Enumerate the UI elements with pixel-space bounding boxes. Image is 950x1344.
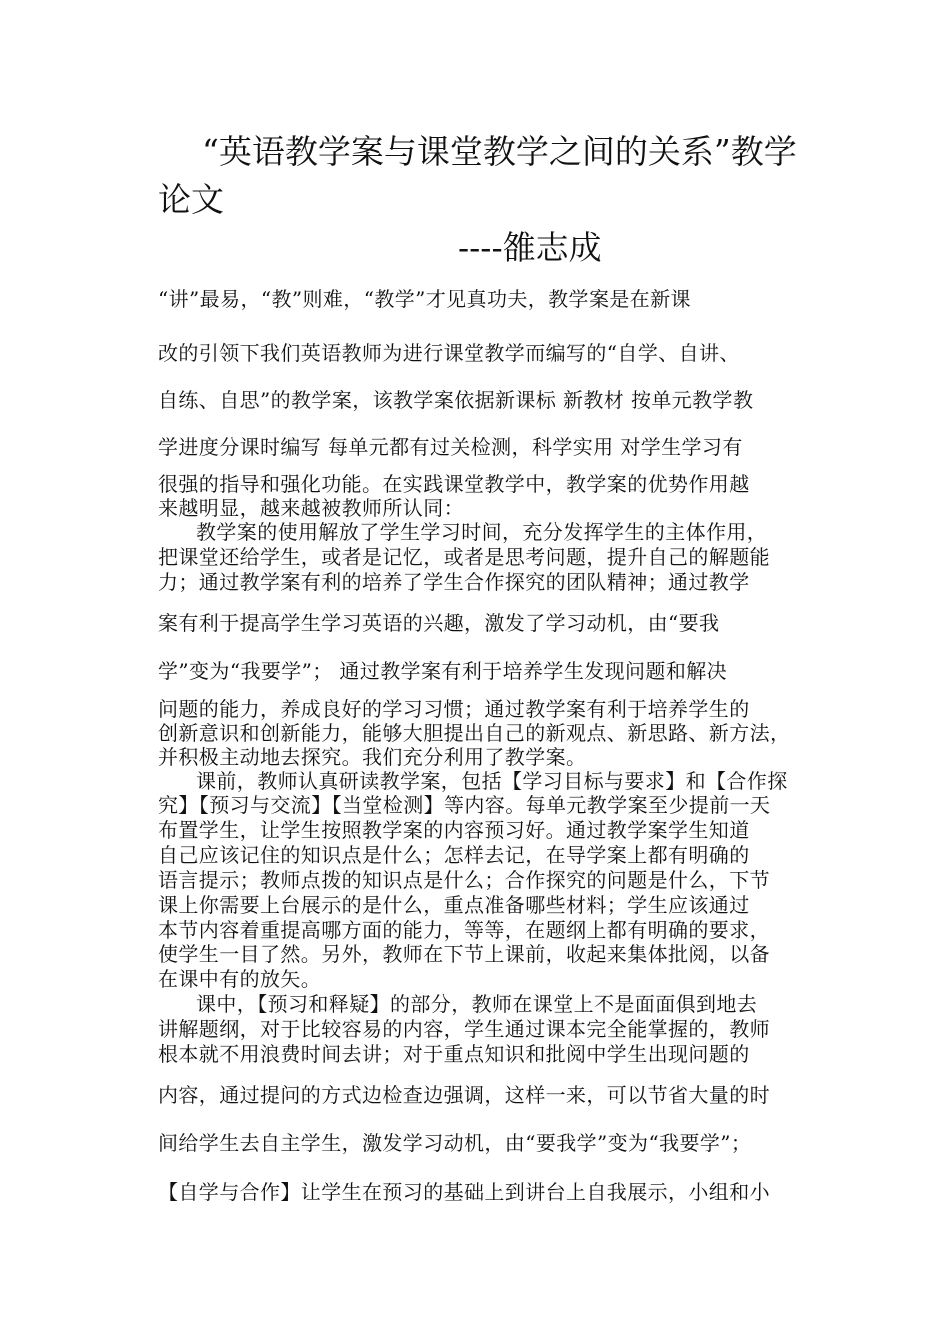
body-line: 课上你需要上台展示的是什么，重点准备哪些材料；学生应该通过 [158, 893, 750, 917]
body-line: 根本就不用浪费时间去讲；对于重点知识和批阅中学生出现问题的 [158, 1042, 750, 1066]
body-line: 自练、自思”的教学案，该教学案依据新课标 新教材 按单元教学教 [158, 388, 754, 412]
body-line: 间给学生去自主学生，激发学习动机，由“要我学”变为“我要学”； [158, 1131, 752, 1155]
body-line: 改的引领下我们英语教师为进行课堂教学而编写的“自学、自讲、 [158, 341, 740, 365]
document-title: “英语教学案与课堂教学之间的关系”教学论文 [158, 132, 797, 219]
body-line: 在课中有的放矢。 [158, 967, 322, 991]
body-line: 讲解题纲，对于比较容易的内容，学生通过课本完全能掌握的，教师 [158, 1017, 770, 1041]
body-line: 语言提示；教师点拨的知识点是什么；合作探究的问题是什么，下节 [158, 868, 770, 892]
body-line: 究】【预习与交流】【当堂检测】等内容。每单元教学案至少提前一天 [158, 793, 771, 817]
body-line: 把课堂还给学生，或者是记忆，或者是思考问题，提升自己的解题能 [158, 545, 770, 569]
body-line: 本节内容着重提高哪方面的能力，等等，在题纲上都有明确的要求， [158, 918, 770, 942]
body-line: 课前，教师认真研读教学案，包括【学习目标与要求】和【合作探 [196, 769, 788, 793]
body-line: 学进度分课时编写 每单元都有过关检测，科学实用 对学生学习有 [158, 435, 743, 459]
body-line: 很强的指导和强化功能。在实践课堂教学中，教学案的优势作用越 [158, 472, 750, 496]
author-line: ----雒志成 [458, 228, 602, 267]
body-line: 案有利于提高学生学习英语的兴趣，激发了学习动机，由“要我 [158, 611, 720, 635]
body-line: 自己应该记住的知识点是什么；怎样去记，在导学案上都有明确的 [158, 843, 750, 867]
body-line: 问题的能力，养成良好的学习习惯；通过教学案有利于培养学生的 [158, 697, 750, 721]
body-line: 课中，【预习和释疑】的部分，教师在课堂上不是面面俱到地去 [196, 992, 758, 1016]
body-line: 创新意识和创新能力，能够大胆提出自己的新观点、新思路、新方法， [158, 721, 791, 745]
body-line: 使学生一目了然。另外，教师在下节上课前，收起来集体批阅，以备 [158, 942, 770, 966]
body-line: 学”变为“我要学”； 通过教学案有利于培养学生发现问题和解决 [158, 659, 728, 683]
body-line: 【自学与合作】让学生在预习的基础上到讲台上自我展示，小组和小 [158, 1180, 770, 1204]
body-line: 并积极主动地去探究。我们充分利用了教学案。 [158, 745, 587, 769]
body-line: 力；通过教学案有利的培养了学生合作探究的团队精神；通过教学 [158, 570, 750, 594]
body-line: “讲”最易，“教”则难，“教学”才见真功夫，教学案是在新课 [158, 287, 691, 311]
body-line: 来越明显，越来越被教师所认同： [158, 496, 464, 520]
body-line: 布置学生，让学生按照教学案的内容预习好。通过教学案学生知道 [158, 818, 750, 842]
body-line: 教学案的使用解放了学生学习时间，充分发挥学生的主体作用， [196, 520, 768, 544]
body-line: 内容，通过提问的方式边检查边强调，这样一来，可以节省大量的时 [158, 1083, 770, 1107]
